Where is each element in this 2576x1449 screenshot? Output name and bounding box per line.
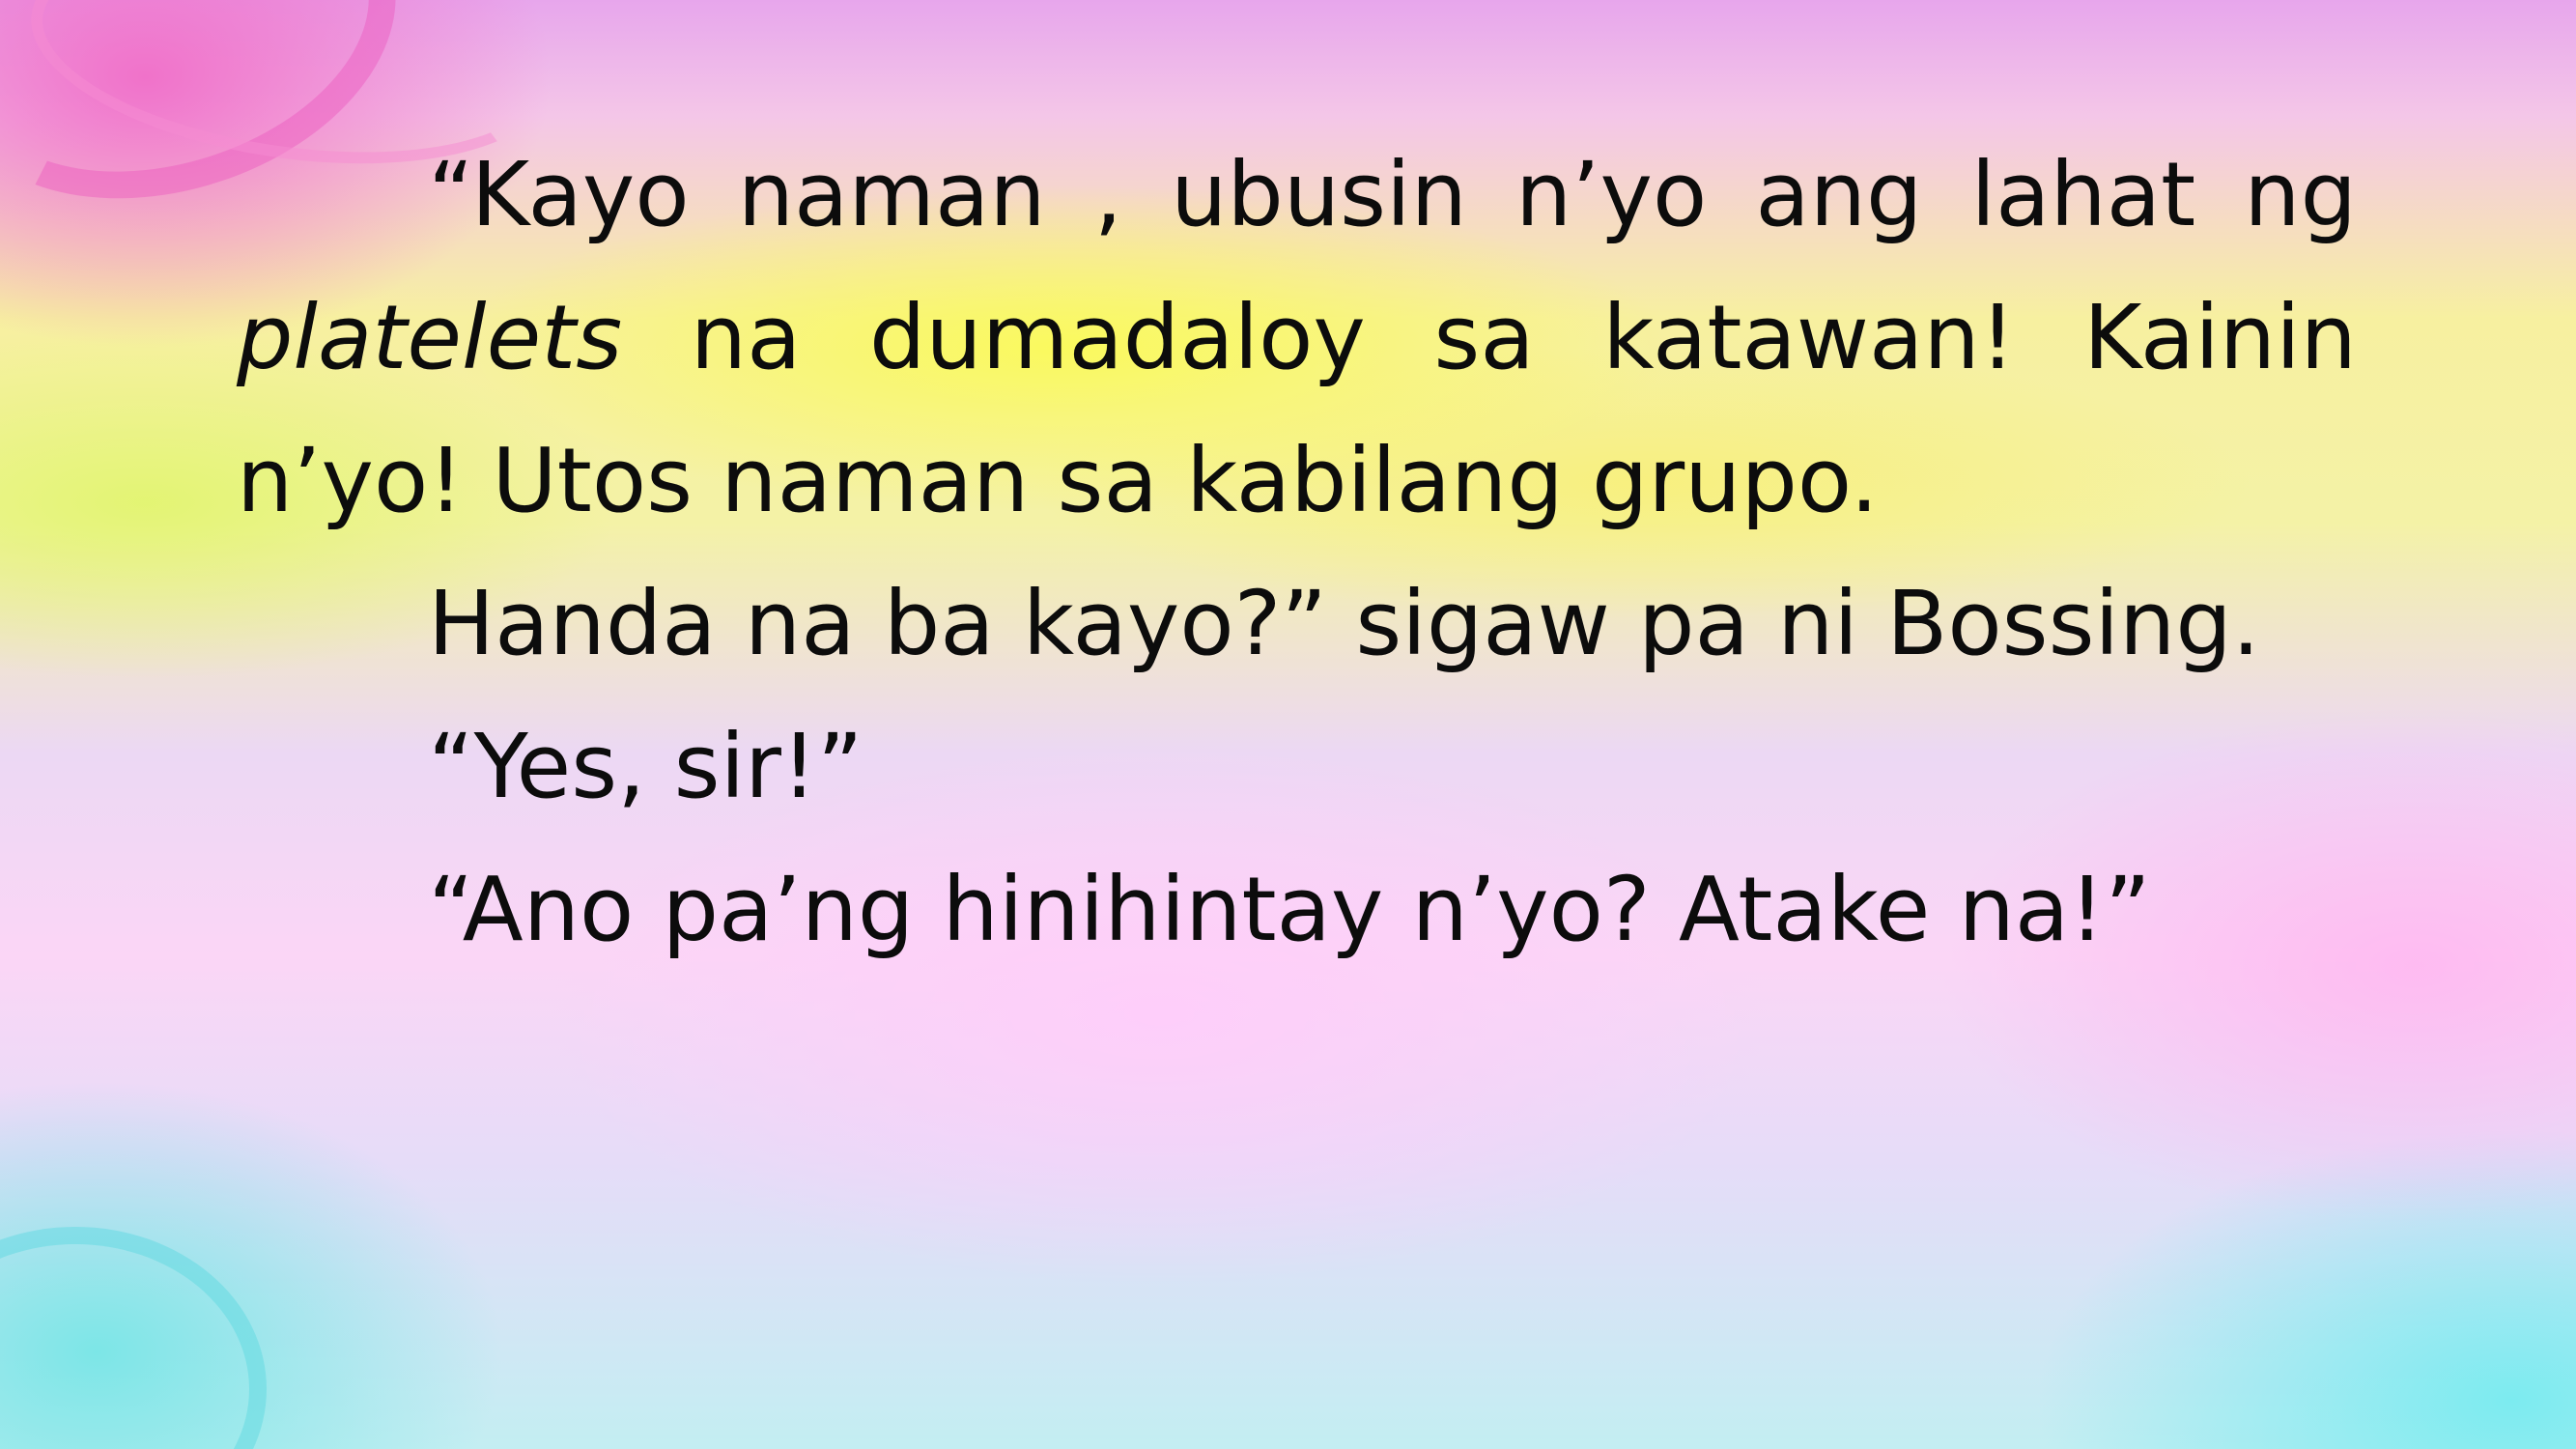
paragraph-4: “Ano pa’ng hinihintay n’yo? Atake na!”: [428, 858, 2151, 961]
paragraph-1-end: na dumadaloy sa katawan! Kainin n’yo! Utos naman sa kabilang grupo.: [237, 286, 2357, 532]
decorative-swirl-bottom: [0, 1227, 267, 1449]
story-text: [237, 124, 2357, 981]
paragraph-1-start: “Kayo naman , ubusin n’yo ang lahat ng: [428, 143, 2357, 246]
paragraph-3: “Yes, sir!”: [428, 715, 863, 818]
emphasis-platelets: platelets: [237, 286, 623, 389]
paragraph-2: Handa na ba kayo?” sigaw pa ni Bossing.: [428, 572, 2261, 675]
paragraph-1: [237, 124, 2357, 553]
